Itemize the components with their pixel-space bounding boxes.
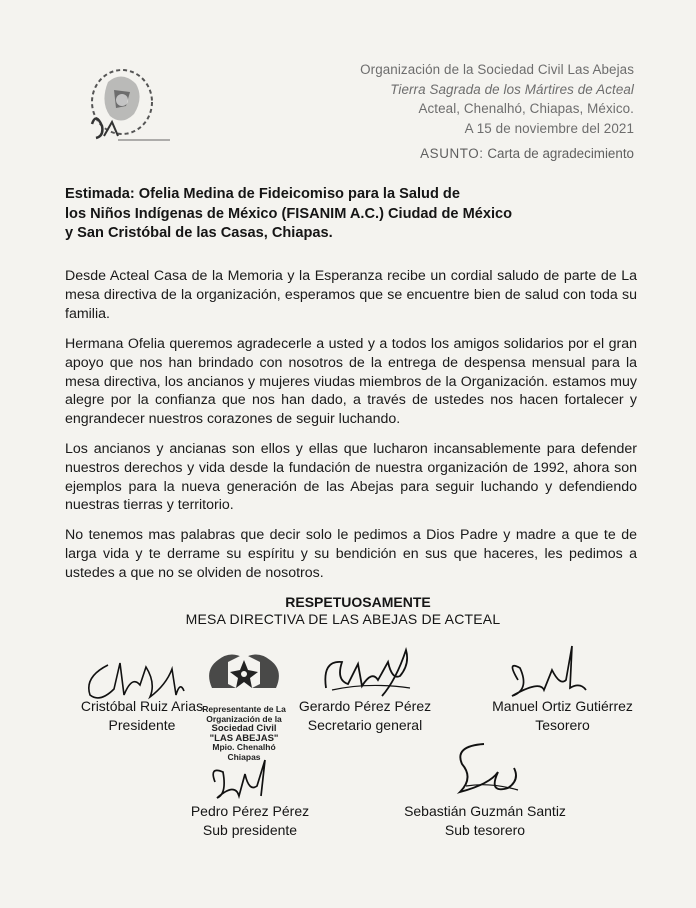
signatory-role: Secretario general	[307, 716, 423, 733]
seal-line-4: "LAS ABEJAS"	[209, 732, 279, 744]
seal-line-2: Organización de la	[206, 713, 282, 724]
signatory-president	[72, 697, 212, 734]
signatory-secretary	[290, 697, 440, 734]
body-paragraph-3: Los ancianos y ancianas son ellos y ellas que lucharon incansablemente para defender nuestros derechos y vida desde la fundación de nuestra organización de 1992, ahora son ejemplos para la nueva generación de las Abejas para seguir luchando y defendiendo nuestras tierras y territorio.	[65, 441, 637, 514]
signatory-role: Sub presidente	[202, 821, 298, 838]
letterhead	[360, 60, 634, 138]
closing-respectfully: RESPETUOSAMENTE	[285, 594, 431, 610]
signatory-name: Cristóbal Ruiz Arias	[80, 698, 204, 714]
las-abejas-logo	[78, 62, 174, 148]
closing-board: MESA DIRECTIVA DE LAS ABEJAS DE ACTEAL	[185, 611, 501, 627]
seal-line-5: Mpio. Chenalhó	[212, 742, 276, 753]
signatory-vice-president	[175, 802, 325, 839]
signatory-name: Pedro Pérez Pérez	[190, 803, 310, 819]
signatory-name: Sebastián Guzmán Santiz	[404, 803, 566, 819]
signatory-role: Presidente	[108, 716, 176, 733]
signatory-sub-treasurer	[390, 802, 580, 839]
signatory-name: Manuel Ortiz Gutiérrez	[492, 698, 633, 714]
subject-line	[420, 146, 634, 161]
body-paragraph-4: No tenemos mas palabras que decir solo le pedimos a Dios Padre y madre a que te de larga vida y te derrame su espíritu y su bendición en sus que haceres, les pedimos a ustedes a que no se olviden de nosotros.	[65, 527, 637, 581]
signature-sub-treasurer	[440, 738, 530, 806]
salutation-line-2: los Niños Indígenas de México (FISANIM A.C.) Ciudad de México	[65, 205, 513, 222]
salutation-line-3: y San Cristóbal de las Casas, Chiapas.	[65, 225, 333, 241]
signatory-role: Tesorero	[535, 716, 590, 733]
signatory-treasurer	[485, 697, 640, 734]
seal-line-1: Representante de La	[202, 704, 286, 714]
organization-subtitle: Tierra Sagrada de los Mártires de Acteal	[390, 81, 634, 97]
organization-name: Organización de la Sociedad Civil Las Abejas	[360, 62, 634, 77]
body-paragraph-2: Hermana Ofelia queremos agradecerle a usted y a todos los amigos solidarios por el gran apoyo que nos han brindado con nosotros de la entrega de despensa mensual para la mesa directiva, los ancianos y mujeres viudas miembros de la Organización. estamos muy alegre por la confianza que nos han dado, a través de ustedes nos hacen fortalecer y engrandecer nuestros corazones de seguir luchando.	[65, 336, 637, 428]
letter-location: Acteal, Chenalhó, Chiapas, México.	[418, 101, 634, 116]
signatory-role: Sub tesorero	[444, 821, 526, 838]
body-paragraph-1: Desde Acteal Casa de la Memoria y la Esperanza recibe un cordial saludo de parte de La mesa directiva de la organización, esperamos que se encuentre bien de salud con toda su familia.	[65, 268, 637, 322]
salutation	[65, 185, 565, 244]
signatory-name: Gerardo Pérez Pérez	[298, 698, 432, 714]
salutation-line-1: Estimada: Ofelia Medina de Fideicomiso para la Salud de	[65, 186, 460, 202]
seal-line-3: Sociedad Civil	[211, 723, 277, 735]
signature-vice-president	[205, 752, 275, 806]
seal-line-6: Chiapas	[227, 751, 261, 762]
subject-label: ASUNTO:	[420, 146, 484, 161]
letter-date: A 15 de noviembre del 2021	[464, 120, 634, 136]
subject-text: Carta de agradecimiento	[487, 146, 634, 161]
